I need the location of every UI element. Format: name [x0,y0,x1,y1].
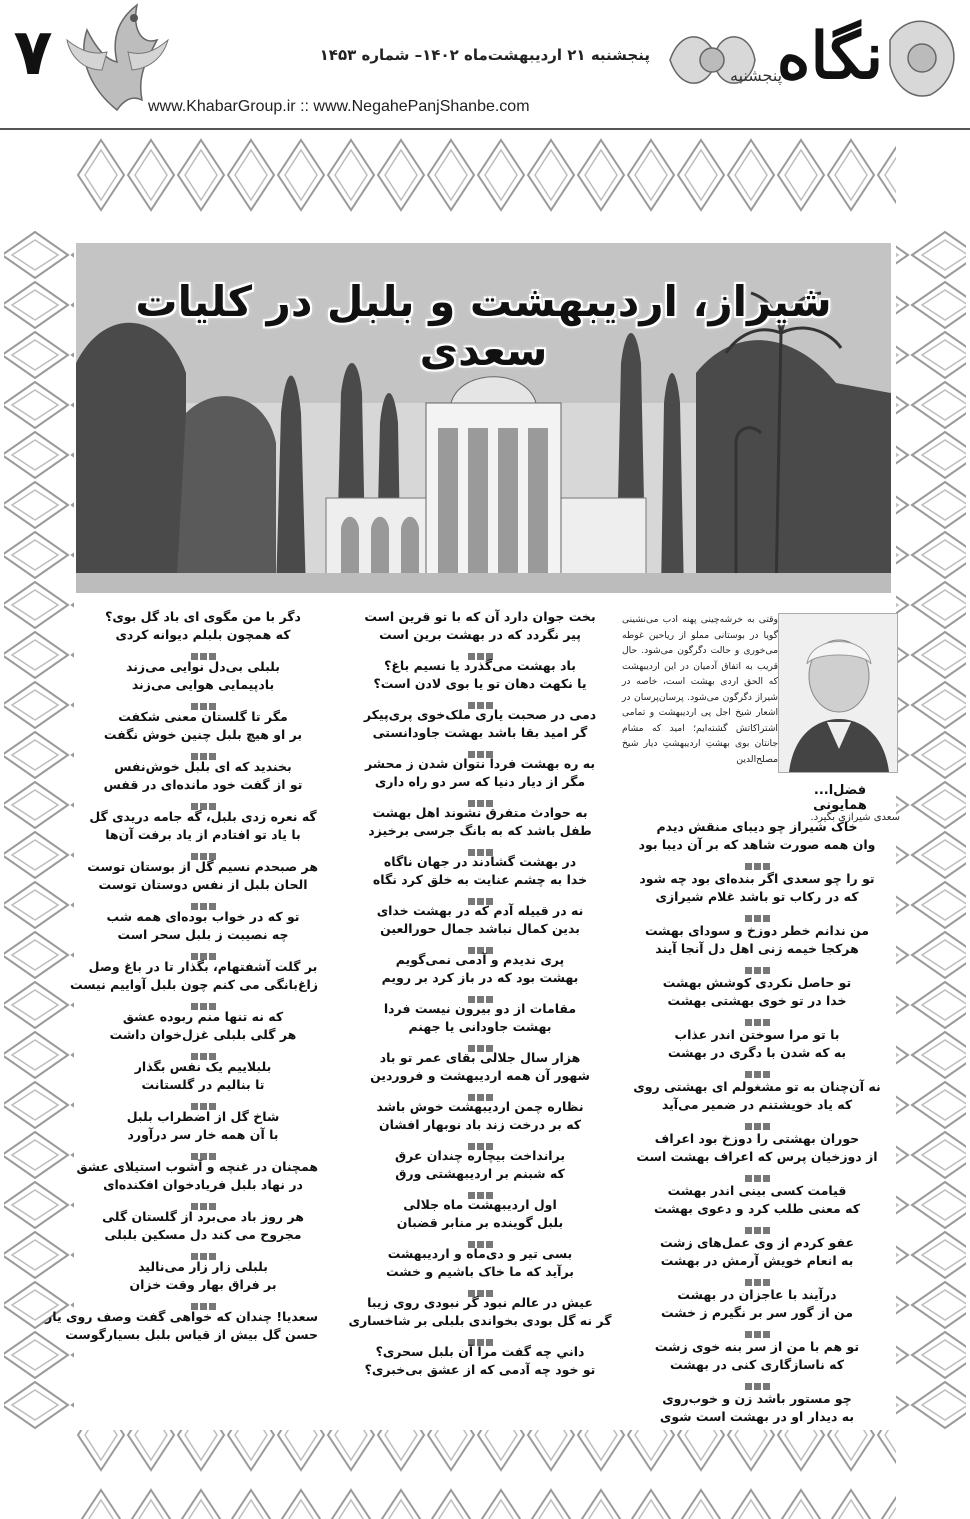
website-links[interactable]: www.KhabarGroup.ir :: www.NegahePanjShanbe.com [148,98,530,115]
verse-separator-icon [464,1233,496,1241]
verse-separator-icon [187,945,219,953]
verse-second-hemistich: بهشت جاودانی یا جهنم [408,1019,552,1034]
verse-first-hemistich: که نه تنها منم ربوده عشق [122,1009,284,1024]
verse-first-hemistich: حوران بهشتی را دوزخ بود اعراف [654,1131,860,1146]
verse-separator-icon [464,743,496,751]
verse-second-hemistich: با آن همه خار سر درآورد [127,1127,279,1142]
verse-second-hemistich: که یاد خویشتنم در ضمیر می‌آید [661,1097,853,1112]
verse-first-hemistich: بلبلاییم یک نفس بگذار [134,1059,272,1074]
verse-second-hemistich: الحان بلبل از نفس دوستان توست [98,877,308,892]
verse-first-hemistich: دگر با من مگوی ای باد گل بوی؟ [105,609,301,624]
verse-first-hemistich: در بهشت گشادند در جهان ناگاه [383,854,577,869]
verse-second-hemistich: به دیدار او در بهشت است شوی [659,1409,855,1424]
verse-second-hemistich: پیر نگردد که در بهشت برین است [379,627,581,642]
couplet [612,922,902,967]
verse-separator-icon [464,694,496,702]
couplet [345,1245,615,1290]
verse-first-hemistich: هر روز باد می‌برد از گلستان گلی [102,1209,304,1224]
verse-separator-icon [741,1011,773,1019]
couplet [612,1026,902,1071]
verse-second-hemistich: تو از گفت خود مانده‌ای در قفس [103,777,303,792]
poem-column-middle [345,608,615,1383]
verse-second-hemistich: بر فراق بهار وقت خزان [129,1277,277,1292]
verse-first-hemistich: تو حاصل نکردی کوشش بهشت [662,975,852,990]
verse-first-hemistich: خاک شیراز چو دیبای منقش دیدم [656,819,858,834]
couplet [612,1286,902,1331]
verse-second-hemistich: که معنی طلب کرد و دعوی بهشت [654,1201,860,1216]
verse-second-hemistich: حسن گل بیش از قیاس بلبل بسیارگوست [65,1327,318,1342]
couplet [88,858,318,903]
couplet [88,808,318,853]
couplet [88,908,318,953]
verse-second-hemistich: خدا به چشم عنایت به خلق کرد نگاه [372,872,588,887]
verse-first-hemistich: قیامت کسی بینی اندر بهشت [667,1183,847,1198]
verse-first-hemistich: برانداخت بیچاره چندان عرق [394,1148,566,1163]
verse-first-hemistich: باد بهشت می‌گذرد یا نسیم باغ؟ [384,658,576,673]
verse-separator-icon [741,1115,773,1123]
logo-text: نگاه [776,19,884,94]
couplet [612,1078,902,1123]
article-intro: وقتی به خرشه‌چینی پهنه ادب می‌نشینی گویا در بوستانی مملو از ریاحین غوطه می‌خوری و حالت دگرگون می‌شود. حال قریب به اتفاق آدمیان در این اردیبهشت که الحق اردی بهشت است، خاصه در شیراز دگرگون می‌شود. پرسان‌پرسان در اشعار شیخ اجل پی اردیبهشت و تمامی اشتراکاتش گشته‌ایم؛ امید که مشام جانتان بوی بهشتِ اردیبهشتِ دیار شیخ مصلح‌الدین [622,614,778,765]
verse-separator-icon [464,1135,496,1143]
verse-second-hemistich: هر گلی بلبلی غزل‌خوان داشت [109,1027,297,1042]
couplet [612,1390,902,1426]
verse-separator-icon [741,1271,773,1279]
verse-separator-icon [464,988,496,996]
couplet [345,657,615,702]
verse-first-hemistich: داني چه گفت مرا آن بلبل سحری؟ [375,1344,585,1359]
page-header [0,0,970,130]
verse-second-hemistich: مگر از دیار دنیا که سر دو راه داری [374,774,586,789]
verse-separator-icon [464,1331,496,1339]
verse-first-hemistich: من ندانم خطر دوزخ و سودای بهشت [644,923,870,938]
couplet [345,1343,615,1379]
verse-first-hemistich: اول اردیبهشت ماه جلالی [403,1197,557,1212]
verse-second-hemistich: تو خود چه آدمی که از عشق بی‌خبری؟ [364,1362,596,1377]
verse-separator-icon [187,1245,219,1253]
verse-second-hemistich: یا نکهت دهان تو یا بوی لادن است؟ [373,676,587,691]
verse-first-hemistich: به ره بهشت فردا نتوان شدن ز محشر [364,756,596,771]
verse-first-hemistich: بسی تیر و دی‌ماه و اردیبهشت [387,1246,573,1261]
verse-first-hemistich: تو را چو سعدی اگر بنده‌ای بود چه شود [639,871,875,886]
verse-first-hemistich: بر گلت آشفتهام، بگذار تا در باغ وصل [88,959,318,974]
couplet [70,958,318,1003]
article-title: شیراز، اردیبهشت و بلبل در کلیات سعدی [135,277,832,375]
verse-separator-icon [741,1063,773,1071]
verse-separator-icon [187,745,219,753]
couplet [88,1258,318,1303]
couplet [88,658,318,703]
couplet [345,1196,615,1241]
newspaper-logo [660,0,960,125]
verse-first-hemistich: بخندید که ای بلبل خوش‌نفس [114,759,292,774]
verse-second-hemistich: بلبل گوینده بر منابر قضبان [396,1215,564,1230]
verse-second-hemistich: که بر درخت زند باد نوبهار افشان [378,1117,582,1132]
verse-separator-icon [187,995,219,1003]
verse-first-hemistich: عفو کردم از وی عمل‌های زشت [659,1235,855,1250]
verse-first-hemistich: مگر تا گلستان معنی شکفت [118,709,288,724]
verse-second-hemistich: هرکجا خیمه زنی اهل دل آنجا آیند [655,941,859,956]
verse-first-hemistich: درآیند با عاجزان در بهشت [677,1287,837,1302]
verse-second-hemistich: وان همه صورت شاهد که بر آن دیبا بود [638,837,876,852]
verse-second-hemistich: که شبنم بر اردیبهشتی ورق [395,1166,565,1181]
verse-second-hemistich: گر امید بقا باشد بهشت جاودانستی [372,725,588,740]
verse-first-hemistich: پری ندیدم و آدمی نمی‌گویم [395,952,565,967]
hero-photo [76,243,891,593]
verse-second-hemistich: خدا در تو خوی بهشتی بهشت [667,993,847,1008]
couplet [612,818,902,863]
verse-separator-icon [741,855,773,863]
couplet [345,804,615,849]
couplet [88,708,318,753]
verse-first-hemistich: هر صبحدم نسیم گل از بوستان توست [87,859,318,874]
verse-separator-icon [464,645,496,653]
couplet [45,1308,318,1344]
verse-separator-icon [187,1145,219,1153]
couplet [345,755,615,800]
verse-separator-icon [187,1295,219,1303]
verse-second-hemistich: شهور آن همه اردیبهشت و فروردین [370,1068,590,1083]
verse-separator-icon [464,792,496,800]
verse-second-hemistich: بادپیمایی هوایی می‌زند [131,677,275,692]
verse-separator-icon [741,1323,773,1331]
verse-first-hemistich: مقامات از دو بیرون نیست فردا [383,1001,577,1016]
verse-second-hemistich: در نهاد بلبل فریادخوان افکنده‌ای [103,1177,303,1192]
couplet [88,608,318,653]
verse-separator-icon [187,1095,219,1103]
couplet [612,1182,902,1227]
verse-separator-icon [741,1219,773,1227]
verse-separator-icon [464,841,496,849]
verse-first-hemistich: نه در قبیله آدم که در بهشت خدای [376,903,584,918]
couplet [345,1147,615,1192]
verse-second-hemistich: گر نه گل بودی بخواندی بلبلی بر شاخساری [348,1313,612,1328]
page-number: ۷ [13,16,53,90]
couplet [612,1130,902,1175]
verse-second-hemistich: به انعام خویش آرمش در بهشت [660,1253,854,1268]
verse-separator-icon [187,695,219,703]
verse-separator-icon [187,845,219,853]
verse-separator-icon [187,795,219,803]
verse-first-hemistich: نه آن‌چنان به تو مشغولم ای بهشتی روی [633,1079,881,1094]
verse-second-hemistich: چه نصیبت ز بلبل سحر است [117,927,289,942]
couplet [345,1098,615,1143]
verse-first-hemistich: همچنان در غنچه و آشوب استیلای عشق [76,1159,318,1174]
verse-separator-icon [187,1195,219,1203]
couplet [345,706,615,751]
couplet [345,608,615,653]
verse-first-hemistich: دمی در صحبت یاری ملک‌خوی پری‌پیکر [363,707,597,722]
verse-second-hemistich: زاغ‌بانگی می کنم چون بلبل آواییم نیست [70,977,318,992]
verse-second-hemistich: که ناسازگاری کنی در بهشت [670,1357,844,1372]
verse-second-hemistich: که همچون بلبلم دیوانه کردی [115,627,291,642]
verse-first-hemistich: بلبلی زار زار می‌نالید [138,1259,268,1274]
couplet [345,853,615,898]
verse-first-hemistich: نظاره چمن اردیبهشت خوش باشد [376,1099,584,1114]
verse-first-hemistich: با تو مرا سوختن اندر عذاب [674,1027,840,1042]
couplet [612,974,902,1019]
verse-separator-icon [464,890,496,898]
verse-second-hemistich: که در رکاب تو باشد غلام شیرازی [655,889,859,904]
verse-first-hemistich: هزار سال جلالی بقای عمر تو باد [379,1050,581,1065]
verse-first-hemistich: گه نعره زدی بلبل، گه جامه دریدی گل [89,809,317,824]
verse-first-hemistich: چو مستور باشد زن و خوب‌روی [662,1391,852,1406]
verse-second-hemistich: برآید که ما خاک باشیم و خشت [386,1264,574,1279]
couplet [88,758,318,803]
verse-second-hemistich: بهشت بود که در باز کرد بر رویم [381,970,579,985]
verse-second-hemistich: از دوزخیان پرس که اعراف بهشت است [636,1149,878,1164]
verse-first-hemistich: به حوادث متفرق نشوند اهل بهشت [372,805,588,820]
verse-second-hemistich: با یاد تو افتادم از یاد برفت آن‌ها [105,827,301,842]
couplet [88,1058,318,1103]
verse-first-hemistich: بلبلی بی‌دل نوایی می‌زند [126,659,280,674]
couplet [345,1000,615,1045]
verse-second-hemistich: بر او هیچ بلبل چنین خوش نگفت [103,727,303,742]
verse-separator-icon [187,1045,219,1053]
verse-separator-icon [464,1282,496,1290]
couplet [88,1208,318,1253]
couplet [612,1338,902,1383]
logo-subtitle: پنجشنبه [730,66,783,85]
poem-column-left [45,608,318,1349]
verse-second-hemistich: تا بنالیم در گلستانت [141,1077,265,1092]
verse-separator-icon [187,895,219,903]
couplet [612,1234,902,1279]
couplet [76,1158,318,1203]
couplet [345,1049,615,1094]
verse-separator-icon [741,1375,773,1383]
verse-second-hemistich: من از گور سر بر نگیرم ز خشت [661,1305,853,1320]
verse-second-hemistich: طفل باشد که به بانگ جرسی برخیزد [368,823,592,838]
verse-second-hemistich: مجروح می کند دل مسکین بلبلی [104,1227,302,1242]
verse-second-hemistich: به که شدن با دگری در بهشت [667,1045,847,1060]
verse-first-hemistich: عیش در عالم نبود گر نبودی روی زیبا [367,1295,593,1310]
verse-first-hemistich: سعدیا! چندان که خواهی گفت وصف روی یار [45,1309,318,1324]
verse-first-hemistich: تو که در خواب بوده‌ای همه شب [106,909,300,924]
verse-first-hemistich: بخت جوان دارد آن که با تو قرین است [364,609,596,624]
author-name: فضل‌ا... همایونی [813,783,867,813]
verse-separator-icon [741,959,773,967]
verse-separator-icon [741,907,773,915]
verse-separator-icon [187,645,219,653]
issue-date-line: پنجشنبه ۲۱ اردیبهشت‌ماه ۱۴۰۲– شماره ۱۴۵۳ [319,46,650,64]
verse-second-hemistich: بدین کمال نباشد جمال حورالعین [380,921,580,936]
couplet [88,1008,318,1053]
intro-tail: سعدی شیرازی بگیرد. [810,812,900,823]
verse-separator-icon [464,1086,496,1094]
verse-separator-icon [464,1184,496,1192]
author-portrait [778,613,898,773]
verse-separator-icon [464,1037,496,1045]
verse-separator-icon [741,1167,773,1175]
couplet [345,951,615,996]
couplet [612,870,902,915]
verse-first-hemistich: تو هم با من از سر بنه خوی زشت [654,1339,860,1354]
poem-column-right [612,818,902,1433]
verse-separator-icon [464,939,496,947]
verse-first-hemistich: شاخ گل از اضطراب بلبل [126,1109,280,1124]
couplet [88,1108,318,1153]
couplet [345,902,615,947]
couplet [345,1294,615,1339]
